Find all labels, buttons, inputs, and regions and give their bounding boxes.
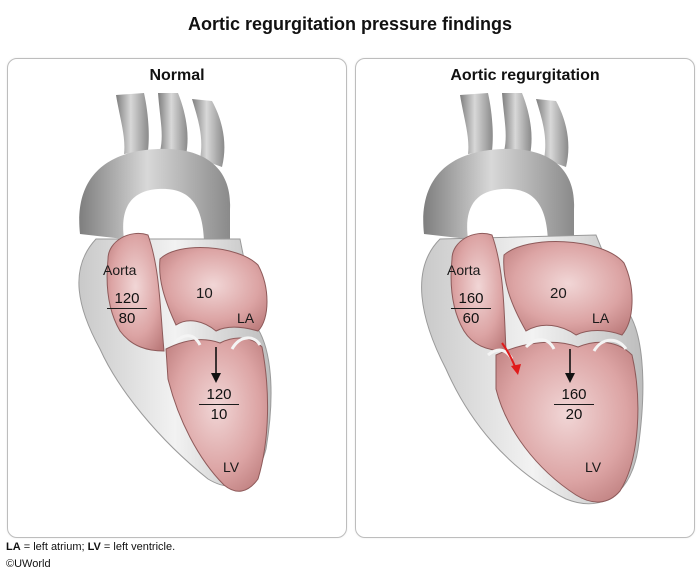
normal-la-label: LA (237, 310, 255, 326)
ar-lv-pressure (554, 385, 594, 424)
normal-aorta-label: Aorta (103, 262, 137, 278)
la-definition: = left atrium; (20, 541, 88, 553)
ar-lv-diastolic: 20 (565, 406, 583, 423)
copyright-notice: ©UWorld (6, 558, 51, 570)
normal-aorta-systolic: 120 (107, 289, 147, 309)
normal-aorta-diastolic: 80 (118, 310, 136, 327)
la-abbreviation: LA (6, 541, 21, 553)
ar-aorta-pressure (451, 289, 491, 328)
ar-aorta-diastolic: 60 (462, 310, 480, 327)
great-vessels (158, 93, 188, 155)
ar-panel-title: Aortic regurgitation (450, 67, 600, 84)
lv-abbreviation: LV (87, 541, 101, 553)
normal-aorta-pressure (107, 289, 147, 328)
normal-lv-pressure (199, 385, 239, 424)
ar-aorta-label: Aorta (447, 262, 481, 278)
great-vessels (116, 93, 149, 154)
normal-heart-illustration (8, 59, 346, 537)
ar-la-label: LA (592, 310, 610, 326)
left-atrium (504, 242, 632, 335)
normal-panel-title: Normal (149, 67, 205, 84)
ar-lv-label: LV (585, 459, 602, 475)
lv-definition: = left ventricle. (100, 541, 176, 553)
ar-panel (355, 58, 695, 538)
figure-title: Aortic regurgitation pressure findings (187, 14, 513, 34)
normal-lv-label: LV (223, 459, 240, 475)
normal-lv-diastolic: 10 (210, 406, 228, 423)
normal-panel (7, 58, 347, 538)
ar-la-pressure: 20 (550, 285, 567, 302)
abbreviations-footnote (6, 541, 175, 553)
ar-lv-systolic: 160 (554, 385, 594, 405)
great-vessels (460, 93, 493, 154)
ar-heart-illustration (356, 59, 694, 537)
normal-lv-systolic: 120 (199, 385, 239, 405)
ar-aorta-systolic: 160 (451, 289, 491, 309)
normal-la-pressure: 10 (196, 285, 213, 302)
great-vessels (502, 93, 532, 155)
